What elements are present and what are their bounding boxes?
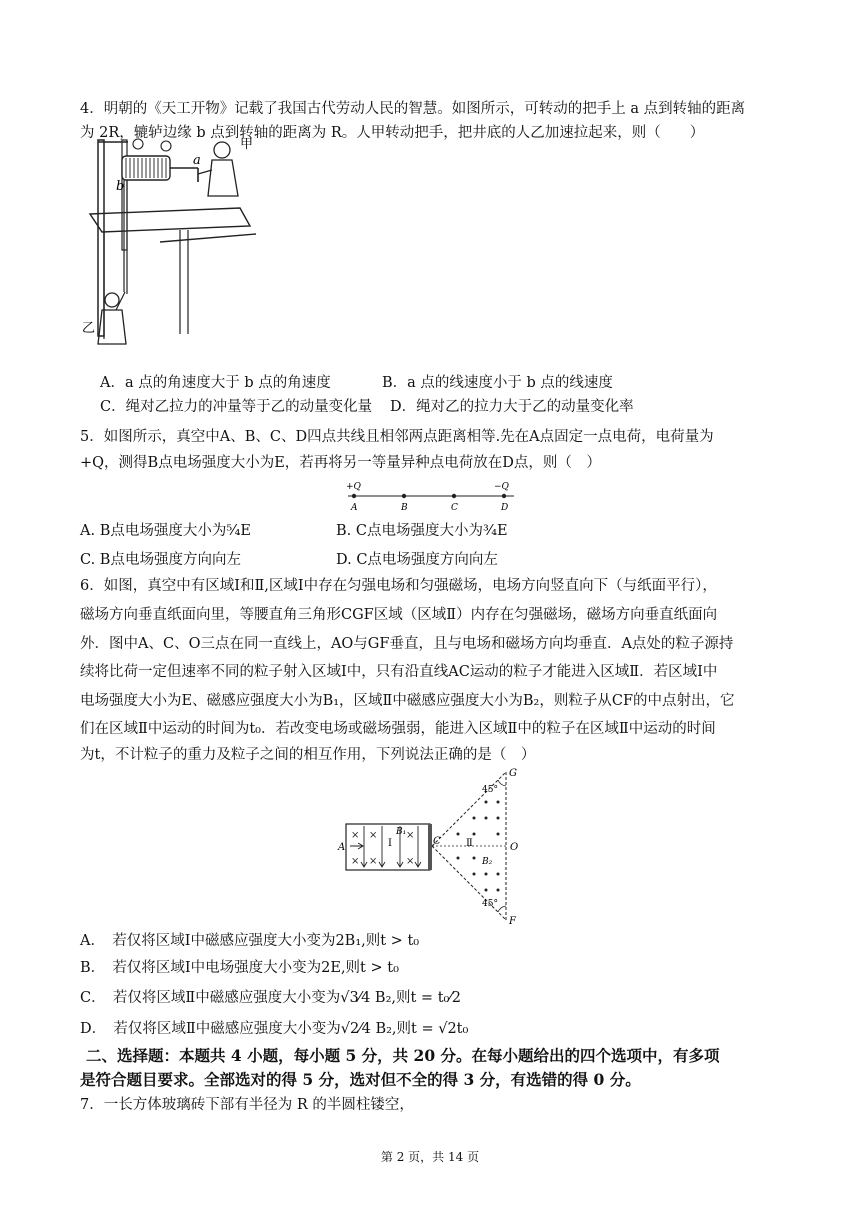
q6-option-a: A． 若仅将区域Ⅰ中磁感应强度大小变为2B₁,则t > t₀: [80, 933, 420, 949]
q4-option-c: C．绳对乙拉力的冲量等于乙的动量变化量: [100, 399, 373, 415]
q6-option-d: D． 若仅将区域Ⅱ中磁感应强度大小变为√2⁄4 B₂,则t = √2t₀: [80, 1021, 469, 1037]
q4-stem-line1: 4．明朝的《天工开物》记载了我国古代劳动人民的智慧。如图所示，可转动的把手上 a 点到转轴的距离: [80, 101, 746, 117]
q6-stem-line4: 续将比荷一定但速率不同的粒子射入区域Ⅰ中，只有沿直线AC运动的粒子才能进入区域Ⅱ．若区域Ⅰ中: [80, 664, 718, 680]
q5-stem-line1: 5．如图所示，真空中A、B、C、D四点共线且相邻两点距离相等.先在A点固定一点电荷，电荷量为: [80, 429, 714, 445]
q6-option-c: C． 若仅将区域Ⅱ中磁感应强度大小变为√3⁄4 B₂,则t = t₀⁄2: [80, 990, 461, 1006]
q6-stem-line5: 电场强度大小为E、磁感应强度大小为B₁，区域Ⅱ中磁感应强度大小为B₂，则粒子从CF的中点射出，它: [80, 693, 735, 709]
q4-label-a: a: [193, 153, 201, 168]
q6-label-region2: Ⅱ: [466, 838, 473, 849]
q4-option-a: A．a 点的角速度大于 b 点的角速度: [100, 375, 331, 391]
q5-label-c: C: [451, 503, 458, 513]
svg-text:×: ×: [406, 830, 415, 841]
q5-label-plus-q: +Q: [346, 482, 361, 492]
section2-heading-line2: 是符合题目要求。全部选对的得 5 分，选对但不全的得 3 分，有选错的得 0 分。: [80, 1070, 641, 1089]
q6-label-region1: Ⅰ: [388, 838, 392, 849]
q6-label-b1: B₁: [396, 827, 407, 837]
q6-stem-line1: 6．如图，真空中有区域Ⅰ和Ⅱ,区域Ⅰ中存在匀强电场和匀强磁场，电场方向竖直向下（与纸面平行），: [80, 578, 717, 594]
q5-label-b: B: [401, 503, 408, 513]
svg-text:×: ×: [351, 830, 360, 841]
q6-stem-line3: 外．图中A、C、O三点在同一直线上，AO与GF垂直，且与电场和磁场方向均垂直．A点处的粒子源持: [80, 636, 734, 652]
q6-label-angle-top: 45°: [482, 785, 498, 795]
q6-option-b: B． 若仅将区域Ⅰ中电场强度大小变为2E,则t > t₀: [80, 960, 399, 976]
q5-option-b: B. C点电场强度大小为³⁄₄E: [336, 523, 508, 539]
q6-stem-line6: 们在区域Ⅱ中运动的时间为t₀．若改变电场或磁场强弱，能进入区域Ⅱ中的粒子在区域Ⅱ中运动的时间: [80, 721, 716, 737]
q5-option-c: C. B点电场强度方向向左: [80, 552, 241, 568]
q6-stem-line2: 磁场方向垂直纸面向里，等腰直角三角形CGF区域（区域Ⅱ）内存在匀强磁场，磁场方向垂直纸面向: [80, 607, 718, 623]
svg-text:×: ×: [369, 830, 378, 841]
q6-label-c: C: [433, 836, 441, 847]
q5-option-a: A. B点电场强度大小为⁵⁄₄E: [80, 523, 251, 539]
svg-text:×: ×: [351, 856, 360, 867]
svg-text:×: ×: [406, 856, 415, 867]
q4-option-d: D．绳对乙的拉力大于乙的动量变化率: [390, 399, 634, 415]
q5-label-d: D: [501, 503, 509, 513]
q6-fields-figure: [336, 766, 536, 926]
q6-label-f: F: [509, 916, 516, 926]
q5-option-d: D. C点电场强度方向向左: [336, 552, 498, 568]
q4-windlass-figure: [80, 134, 260, 364]
q4-stem-line2: 为 2R，辘轳边缘 b 点到转轴的距离为 R。人甲转动把手，把井底的人乙加速拉起来，则（ ）: [80, 125, 705, 141]
q5-charges-figure: [338, 480, 522, 514]
q5-label-a: A: [351, 503, 358, 513]
q6-label-o: O: [510, 842, 519, 853]
q5-label-minus-q: −Q: [494, 482, 509, 492]
q4-label-yi: 乙: [82, 321, 96, 336]
q6-label-a: A: [338, 842, 346, 853]
q4-label-jia: 甲: [240, 137, 254, 152]
q6-label-angle-bottom: 45°: [482, 899, 498, 909]
q5-stem-line2: +Q，测得B点电场强度大小为E，若再将另一等量异种点电荷放在D点，则（ ）: [80, 455, 601, 471]
q6-stem-line7: 为t，不计粒子的重力及粒子之间的相互作用，下列说法正确的是（ ）: [80, 747, 536, 763]
q4-option-b: B．a 点的线速度小于 b 点的线速度: [382, 375, 613, 391]
section2-heading-line1: 二、选择题：本题共 4 小题，每小题 5 分，共 20 分。在每小题给出的四个选项中，有多项: [86, 1046, 720, 1065]
q7-stem-line1: 7．一长方体玻璃砖下部有半径为 R 的半圆柱镂空，: [80, 1097, 414, 1113]
page-footer: 第 2 页，共 14 页: [380, 1150, 480, 1164]
q6-label-b2: B₂: [482, 857, 493, 867]
q4-label-b: b: [116, 179, 125, 194]
svg-text:×: ×: [369, 856, 378, 867]
q6-label-g: G: [509, 768, 517, 779]
